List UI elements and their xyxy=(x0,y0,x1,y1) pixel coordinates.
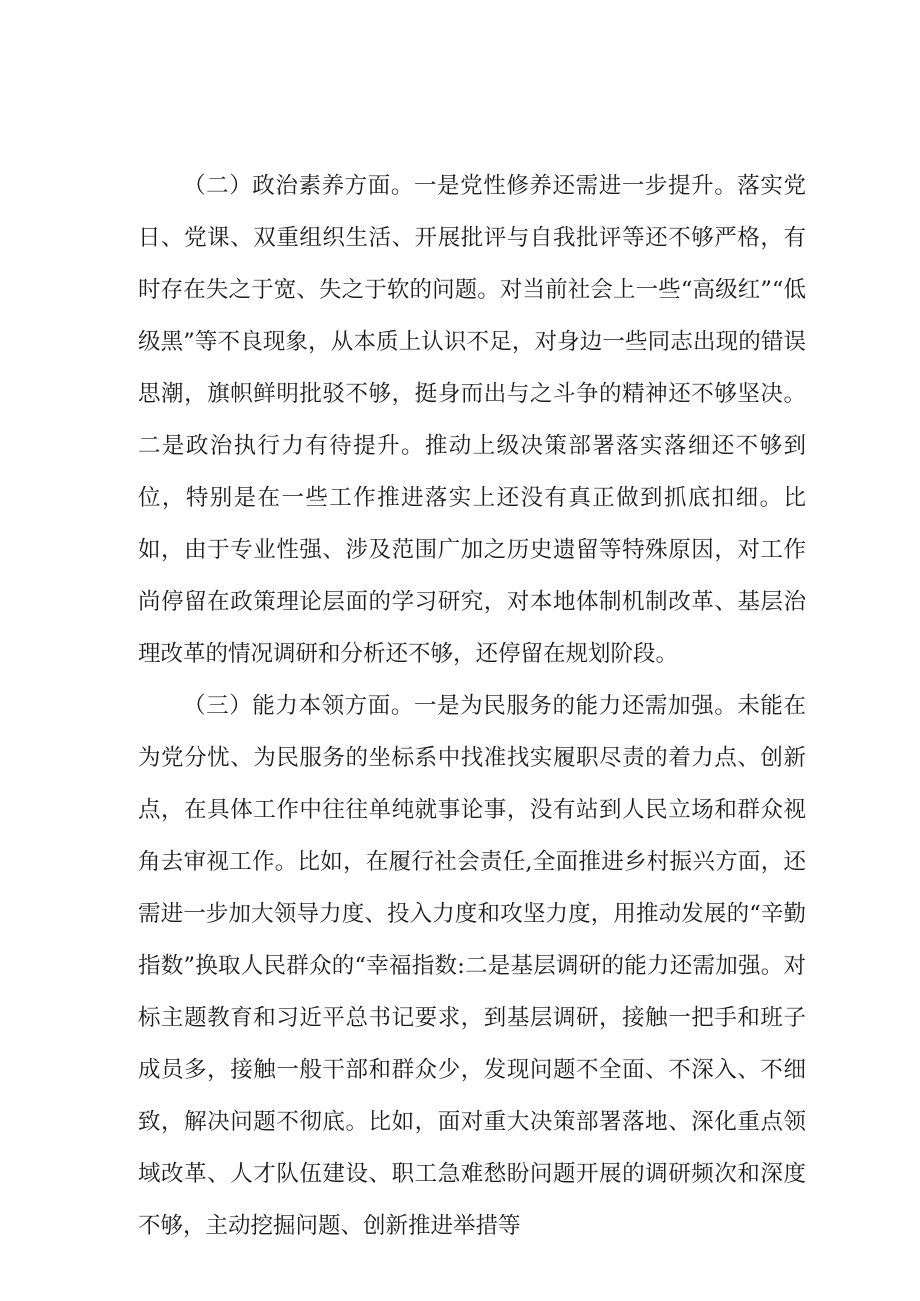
document-body xyxy=(138,160,806,1252)
paragraph-ability-skills: （三）能力本领方面。一是为民服务的能力还需加强。未能在为党分忧、为民服务的坐标系中找准找实履职尽责的着力点、创新点，在具体工作中往往单纯就事论事，没有站到人民立场和群众视角去审视工作。比如，在履行社会责任,全面推进乡村振兴方面，还需进一步加大领导力度、投入力度和攻坚力度，用推动发展的“辛勤指数”换取人民群众的“幸福指数:二是基层调研的能力还需加强。对标主题教育和习近平总书记要求，到基层调研，接触一把手和班子成员多，接触一般干部和群众少，发现问题不全面、不深入、不细致，解决问题不彻底。比如，面对重大决策部署落地、深化重点领域改革、人才队伍建设、职工急难愁盼问题开展的调研频次和深度不够，主动挖掘问题、创新推进举措等 xyxy=(138,693,806,1239)
paragraph-political-literacy: （二）政治素养方面。一是党性修养还需进一步提升。落实党日、党课、双重组织生活、开展批评与自我批评等还不够严格，有时存在失之于宽、失之于软的问题。对当前社会上一些“高级红”“低级黑”等不良现象，从本质上认识不足，对身边一些同志出现的错误思潮，旗帜鲜明批驳不够，挺身而出与之斗争的精神还不够坚决。二是政治执行力有待提升。推动上级决策部署落实落细还不够到位，特别是在一些工作推进落实上还没有真正做到抓底扣细。比如，由于专业性强、涉及范围广加之历史遗留等特殊原因，对工作尚停留在政策理论层面的学习研究，对本地体制机制改革、基层治理改革的情况调研和分析还不够，还停留在规划阶段。 xyxy=(138,173,806,667)
